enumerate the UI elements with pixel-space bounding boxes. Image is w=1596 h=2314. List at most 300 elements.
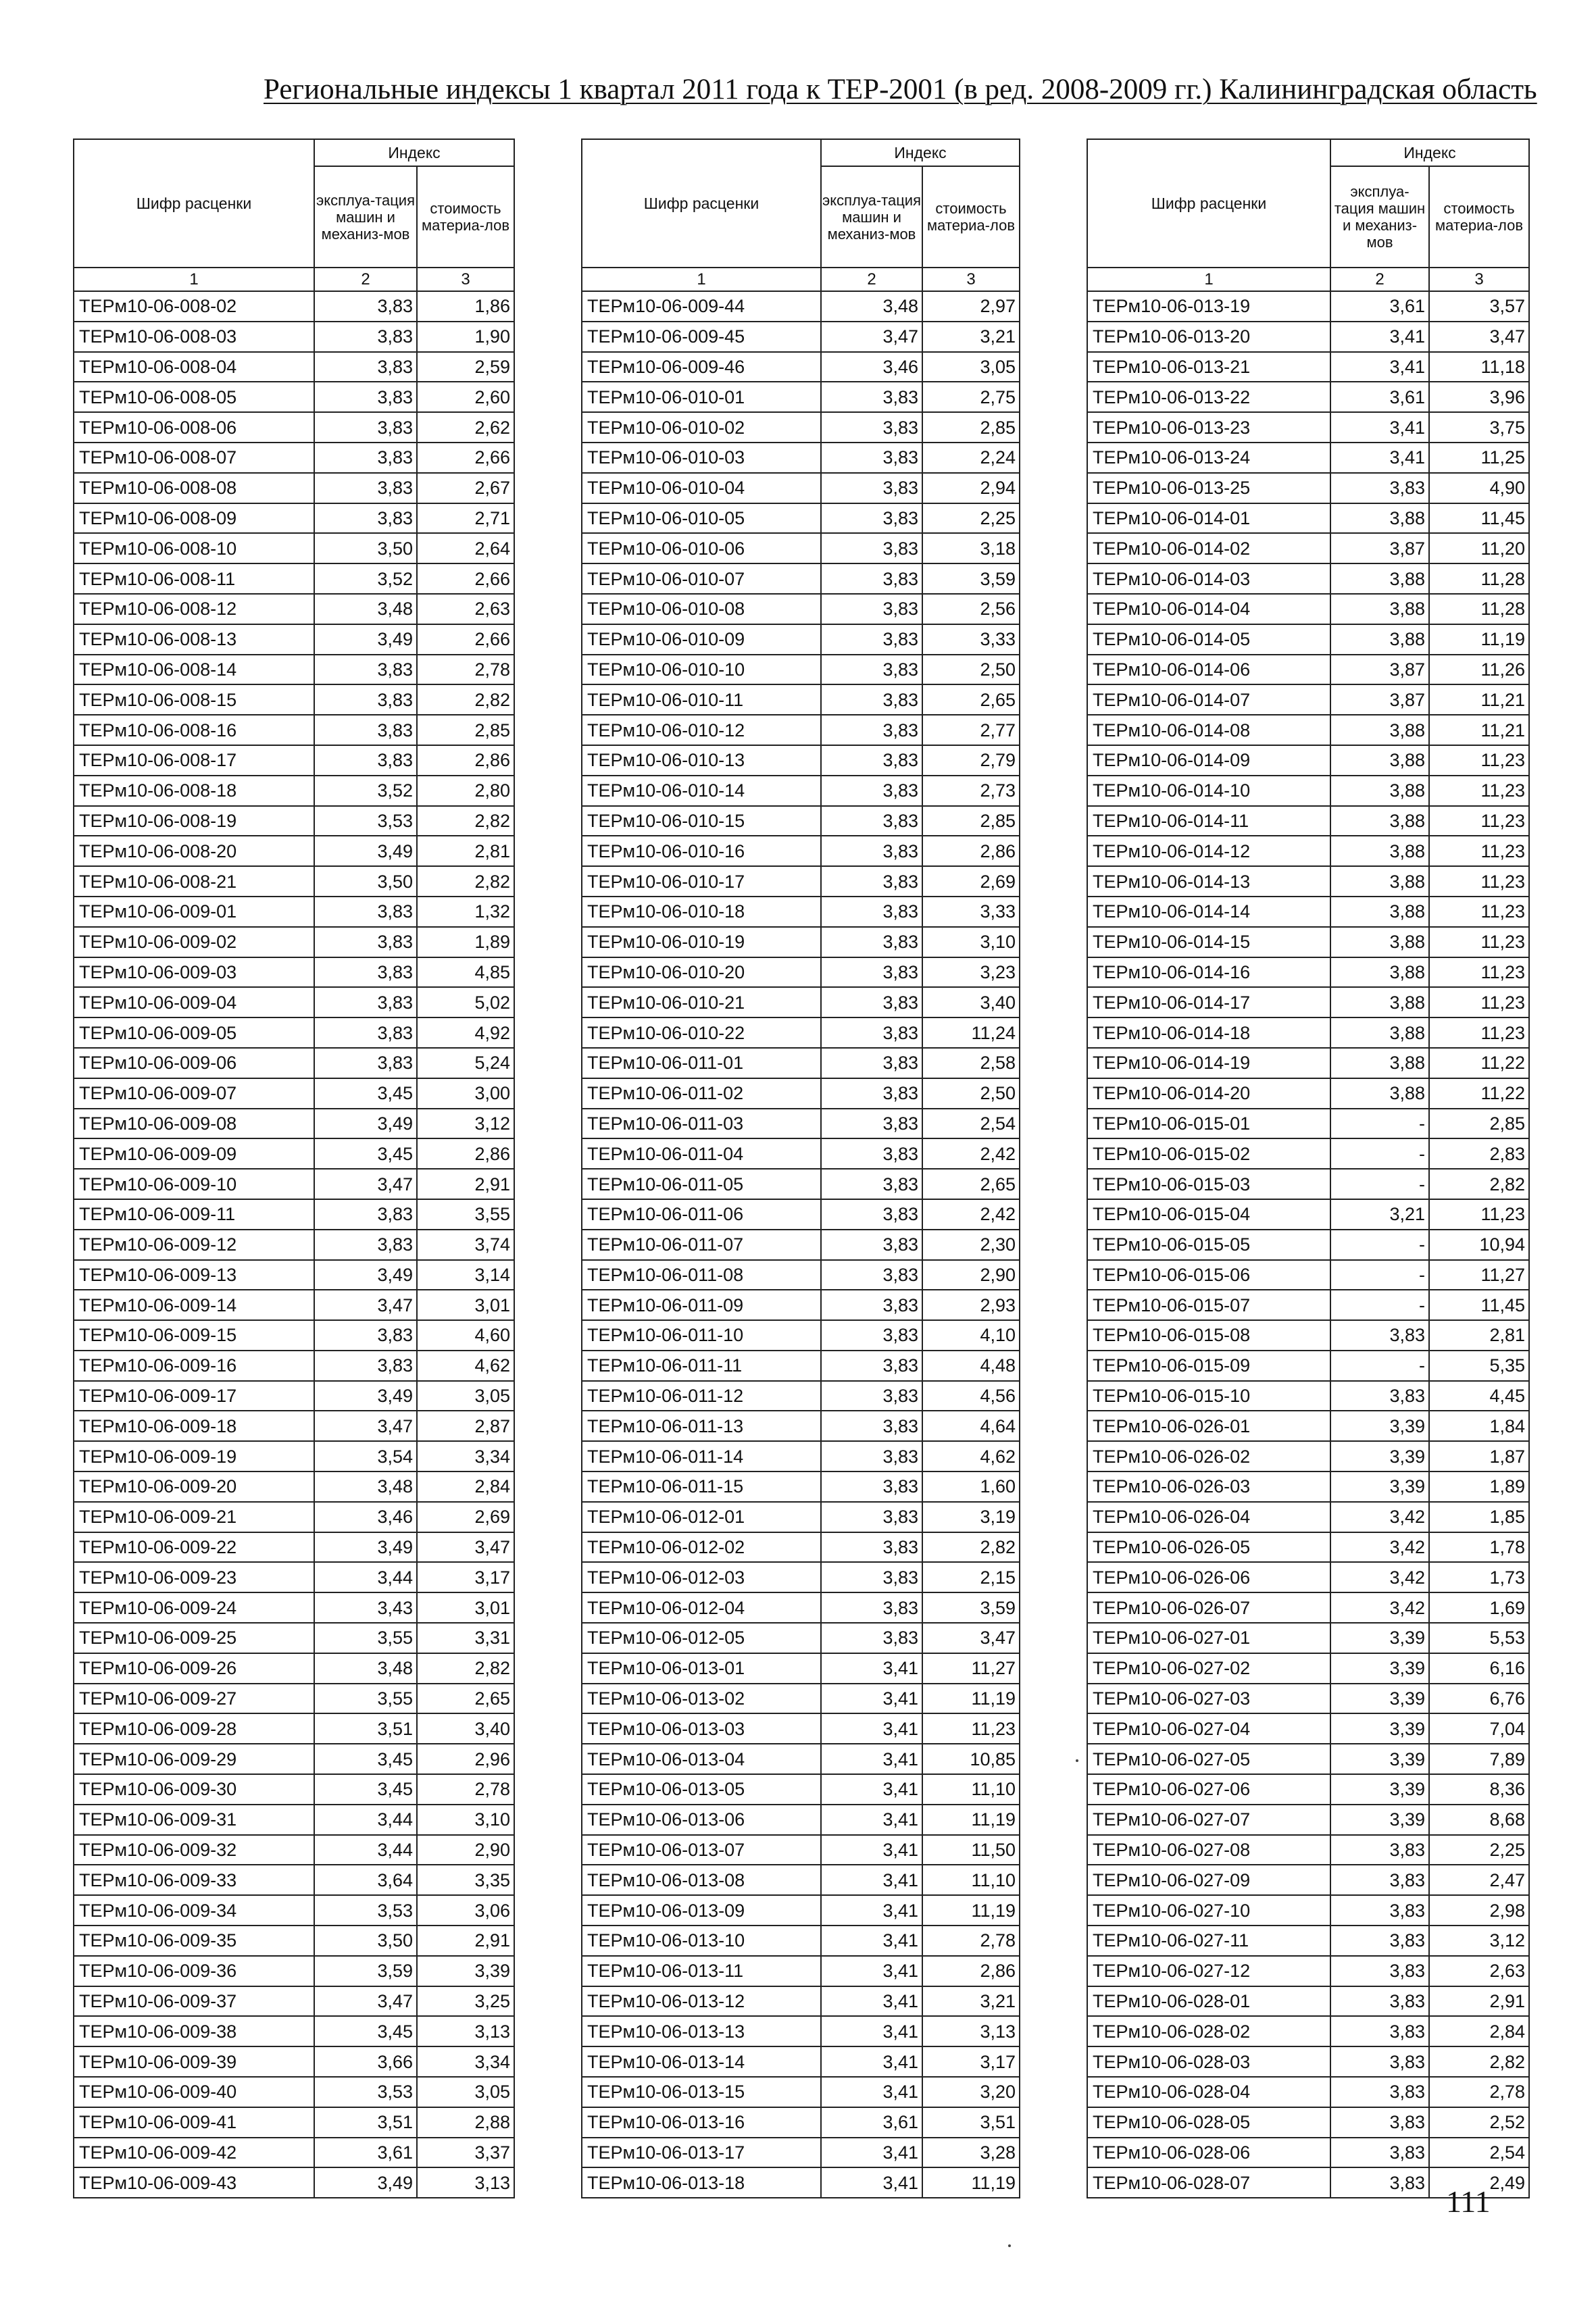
materials-index-cell: 3,57 <box>1429 291 1529 322</box>
machines-index-cell: 3,49 <box>314 1381 417 1411</box>
rate-code-cell: ТЕРм10-06-014-10 <box>1087 776 1330 806</box>
table-row <box>74 382 514 412</box>
rate-code-cell: ТЕРм10-06-008-05 <box>74 382 314 412</box>
table-row <box>1087 776 1529 806</box>
table-row <box>582 412 1020 443</box>
rate-code-cell: ТЕРм10-06-013-08 <box>582 1865 821 1895</box>
machines-index-cell: 3,41 <box>1330 352 1429 382</box>
machines-index-cell: 3,88 <box>1330 866 1429 897</box>
machines-index-cell: 3,54 <box>314 1441 417 1472</box>
table-row <box>74 1230 514 1260</box>
rate-code-cell: ТЕРм10-06-028-04 <box>1087 2077 1330 2107</box>
table-row <box>74 473 514 503</box>
rate-code-cell: ТЕРм10-06-008-08 <box>74 473 314 503</box>
rate-code-cell: ТЕРм10-06-011-12 <box>582 1381 821 1411</box>
table-row <box>1087 352 1529 382</box>
materials-header: стоимость материа-лов <box>417 166 514 268</box>
machines-index-cell: 3,53 <box>314 2077 417 2107</box>
table-row <box>1087 503 1529 534</box>
rate-code-cell: ТЕРм10-06-011-11 <box>582 1351 821 1381</box>
materials-index-cell: 2,73 <box>922 776 1020 806</box>
table-row <box>582 776 1020 806</box>
machines-index-cell: 3,41 <box>1330 412 1429 443</box>
materials-index-cell: 2,91 <box>417 1169 514 1199</box>
table-row <box>1087 533 1529 563</box>
materials-index-cell: 4,92 <box>417 1017 514 1048</box>
machines-index-cell: 3,47 <box>314 1986 417 2017</box>
machines-index-cell: 3,83 <box>314 352 417 382</box>
materials-index-cell: 2,66 <box>417 443 514 473</box>
machines-index-cell: 3,61 <box>1330 291 1429 322</box>
materials-index-cell: 3,01 <box>417 1592 514 1623</box>
machines-index-cell: 3,41 <box>821 1926 922 1956</box>
rate-code-cell: ТЕРм10-06-009-05 <box>74 1017 314 1048</box>
machines-index-cell: 3,83 <box>821 1532 922 1563</box>
machines-index-cell: 3,83 <box>821 655 922 685</box>
table-row <box>582 866 1020 897</box>
rate-code-cell: ТЕРм10-06-010-19 <box>582 927 821 957</box>
machines-index-cell: 3,21 <box>1330 1199 1429 1230</box>
machines-index-cell: 3,83 <box>314 412 417 443</box>
table-row <box>74 745 514 776</box>
machines-index-cell: 3,83 <box>821 1078 922 1109</box>
table-row <box>1087 382 1529 412</box>
machines-index-cell: 3,83 <box>314 1017 417 1048</box>
table-row <box>582 957 1020 988</box>
materials-index-cell: 2,82 <box>417 866 514 897</box>
rate-code-cell: ТЕРм10-06-008-15 <box>74 684 314 715</box>
machines-index-cell: 3,88 <box>1330 594 1429 624</box>
materials-index-cell: 3,96 <box>1429 382 1529 412</box>
rate-code-cell: ТЕРм10-06-012-02 <box>582 1532 821 1563</box>
machines-index-cell: 3,83 <box>314 1199 417 1230</box>
rate-code-cell: ТЕРм10-06-009-08 <box>74 1109 314 1139</box>
materials-index-cell: 3,13 <box>417 2167 514 2198</box>
materials-index-cell: 10,94 <box>1429 1230 1529 1260</box>
machines-index-cell: 3,41 <box>821 1865 922 1895</box>
machines-index-cell: 3,61 <box>1330 382 1429 412</box>
table-row <box>1087 1592 1529 1623</box>
machines-index-cell: 3,88 <box>1330 745 1429 776</box>
materials-index-cell: 11,28 <box>1429 563 1529 594</box>
rate-code-cell: ТЕРм10-06-027-08 <box>1087 1835 1330 1865</box>
table-row <box>74 1199 514 1230</box>
rate-code-cell: ТЕРм10-06-009-10 <box>74 1169 314 1199</box>
materials-index-cell: 11,23 <box>1429 806 1529 836</box>
machines-index-cell: 3,41 <box>821 2077 922 2107</box>
table-row <box>74 1653 514 1684</box>
machines-index-cell: 3,83 <box>821 1199 922 1230</box>
rate-code-cell: ТЕРм10-06-008-19 <box>74 806 314 836</box>
machines-index-cell: 3,83 <box>821 1411 922 1441</box>
table-row <box>582 684 1020 715</box>
rate-code-cell: ТЕРм10-06-008-04 <box>74 352 314 382</box>
table-row <box>74 1320 514 1351</box>
table-row <box>582 1623 1020 1653</box>
table-row <box>74 957 514 988</box>
machines-index-cell: 3,83 <box>314 745 417 776</box>
table-row <box>74 1956 514 1986</box>
table-row <box>1087 322 1529 352</box>
rate-code-cell: ТЕРм10-06-009-03 <box>74 957 314 988</box>
table-row <box>1087 1926 1529 1956</box>
materials-index-cell: 11,23 <box>1429 987 1529 1017</box>
rates-table-1 <box>73 139 515 2198</box>
materials-index-cell: 7,04 <box>1429 1713 1529 1744</box>
machines-index-cell: 3,83 <box>821 412 922 443</box>
machines-index-cell: 3,49 <box>314 1532 417 1563</box>
machines-index-cell: 3,83 <box>821 1441 922 1472</box>
table-row <box>74 1774 514 1805</box>
rate-code-cell: ТЕРм10-06-010-20 <box>582 957 821 988</box>
materials-index-cell: 2,80 <box>417 776 514 806</box>
rate-code-cell: ТЕРм10-06-014-07 <box>1087 684 1330 715</box>
rate-code-cell: ТЕРм10-06-009-23 <box>74 1562 314 1592</box>
table-row <box>1087 1320 1529 1351</box>
rate-code-cell: ТЕРм10-06-014-13 <box>1087 866 1330 897</box>
machines-index-cell: 3,83 <box>314 503 417 534</box>
table-row <box>1087 1411 1529 1441</box>
table-row <box>74 322 514 352</box>
table-row <box>1087 624 1529 655</box>
rate-code-cell: ТЕРм10-06-015-05 <box>1087 1230 1330 1260</box>
table-row <box>582 836 1020 866</box>
table-row <box>582 1381 1020 1411</box>
machines-index-cell: 3,87 <box>1330 533 1429 563</box>
rate-code-cell: ТЕРм10-06-015-06 <box>1087 1260 1330 1290</box>
machines-index-cell: 3,52 <box>314 563 417 594</box>
machines-index-cell: 3,41 <box>821 1956 922 1986</box>
machines-index-cell: 3,83 <box>314 443 417 473</box>
rate-code-cell: ТЕРм10-06-010-21 <box>582 987 821 1017</box>
column-number: 3 <box>922 268 1020 291</box>
rate-code-cell: ТЕРм10-06-009-33 <box>74 1865 314 1895</box>
table-row <box>1087 1713 1529 1744</box>
materials-index-cell: 3,47 <box>922 1623 1020 1653</box>
rate-code-cell: ТЕРм10-06-010-07 <box>582 563 821 594</box>
machines-index-cell: 3,43 <box>314 1592 417 1623</box>
materials-index-cell: 1,89 <box>1429 1472 1529 1502</box>
machines-header: эксплуа-тация машин и механиз-мов <box>1330 166 1429 268</box>
rate-code-cell: ТЕРм10-06-010-06 <box>582 533 821 563</box>
rate-code-cell: ТЕРм10-06-009-43 <box>74 2167 314 2198</box>
table-row <box>1087 1381 1529 1411</box>
machines-index-cell: 3,83 <box>821 1138 922 1169</box>
rate-code-cell: ТЕРм10-06-011-04 <box>582 1138 821 1169</box>
table-row <box>74 503 514 534</box>
machines-index-cell: 3,83 <box>1330 2138 1429 2168</box>
table-row <box>582 1441 1020 1472</box>
rate-code-cell: ТЕРм10-06-011-02 <box>582 1078 821 1109</box>
table-row <box>74 1441 514 1472</box>
rate-code-cell: ТЕРм10-06-011-01 <box>582 1048 821 1078</box>
rate-code-cell: ТЕРм10-06-009-21 <box>74 1502 314 1532</box>
table-row <box>582 1986 1020 2017</box>
materials-index-cell: 3,14 <box>417 1260 514 1290</box>
table-row <box>74 1169 514 1199</box>
rate-code-cell: ТЕРм10-06-013-02 <box>582 1684 821 1714</box>
machines-index-cell: 3,41 <box>821 1835 922 1865</box>
machines-index-cell: 3,83 <box>314 1351 417 1381</box>
materials-index-cell: 4,62 <box>417 1351 514 1381</box>
rate-code-cell: ТЕРм10-06-014-03 <box>1087 563 1330 594</box>
materials-index-cell: 3,25 <box>417 1986 514 2017</box>
table-row <box>74 806 514 836</box>
machines-index-cell: 3,49 <box>314 1260 417 1290</box>
table-row <box>1087 957 1529 988</box>
machines-index-cell: 3,83 <box>821 443 922 473</box>
rate-code-cell: ТЕРм10-06-014-04 <box>1087 594 1330 624</box>
machines-index-cell: 3,41 <box>821 1805 922 1835</box>
materials-index-cell: 3,40 <box>417 1713 514 1744</box>
machines-index-cell: 3,39 <box>1330 1441 1429 1472</box>
rate-code-cell: ТЕРм10-06-013-17 <box>582 2138 821 2168</box>
table-row <box>1087 412 1529 443</box>
rate-code-cell: ТЕРм10-06-028-05 <box>1087 2107 1330 2138</box>
machines-index-cell: 3,45 <box>314 2016 417 2046</box>
machines-index-cell: 3,83 <box>821 473 922 503</box>
table-row <box>1087 715 1529 745</box>
rate-code-cell: ТЕРм10-06-012-01 <box>582 1502 821 1532</box>
machines-index-cell: 3,83 <box>821 1017 922 1048</box>
machines-index-cell: 3,42 <box>1330 1502 1429 1532</box>
rate-code-cell: ТЕРм10-06-027-11 <box>1087 1926 1330 1956</box>
rate-code-cell: ТЕРм10-06-014-02 <box>1087 533 1330 563</box>
rate-code-cell: ТЕРм10-06-015-10 <box>1087 1381 1330 1411</box>
rate-code-cell: ТЕРм10-06-027-02 <box>1087 1653 1330 1684</box>
machines-index-cell: 3,48 <box>821 291 922 322</box>
table-row <box>1087 1441 1529 1472</box>
rate-code-cell: ТЕРм10-06-015-04 <box>1087 1199 1330 1230</box>
machines-index-cell: 3,83 <box>821 1320 922 1351</box>
machines-index-cell: 3,83 <box>314 715 417 745</box>
materials-index-cell: 2,65 <box>417 1684 514 1714</box>
materials-index-cell: 2,79 <box>922 745 1020 776</box>
rate-code-cell: ТЕРм10-06-009-41 <box>74 2107 314 2138</box>
table-row <box>582 1562 1020 1592</box>
rate-code-cell: ТЕРм10-06-008-17 <box>74 745 314 776</box>
table-row <box>74 2167 514 2198</box>
materials-header: стоимость материа-лов <box>922 166 1020 268</box>
rate-code-cell: ТЕРм10-06-026-05 <box>1087 1532 1330 1563</box>
materials-index-cell: 11,22 <box>1429 1078 1529 1109</box>
materials-index-cell: 2,82 <box>1429 1169 1529 1199</box>
materials-index-cell: 11,23 <box>1429 866 1529 897</box>
table-row <box>1087 1351 1529 1381</box>
table-row <box>582 1653 1020 1684</box>
rate-code-cell: ТЕРм10-06-010-08 <box>582 594 821 624</box>
rate-code-cell: ТЕРм10-06-011-05 <box>582 1169 821 1199</box>
machines-index-cell: 3,83 <box>1330 2077 1429 2107</box>
machines-index-cell: 3,41 <box>821 1986 922 2017</box>
materials-index-cell: 3,05 <box>417 1381 514 1411</box>
table-row <box>1087 745 1529 776</box>
rate-code-cell: ТЕРм10-06-009-44 <box>582 291 821 322</box>
rate-code-cell: ТЕРм10-06-013-07 <box>582 1835 821 1865</box>
table-row <box>74 1260 514 1290</box>
machines-index-cell: 3,83 <box>821 836 922 866</box>
machines-index-cell: 3,83 <box>1330 1865 1429 1895</box>
materials-index-cell: 2,78 <box>417 655 514 685</box>
machines-index-cell: 3,45 <box>314 1078 417 1109</box>
rate-code-cell: ТЕРм10-06-026-04 <box>1087 1502 1330 1532</box>
rate-code-cell: ТЕРм10-06-009-29 <box>74 1744 314 1774</box>
materials-index-cell: 3,17 <box>922 2046 1020 2077</box>
table-row <box>582 1138 1020 1169</box>
machines-index-cell: 3,83 <box>821 1230 922 1260</box>
materials-index-cell: 11,45 <box>1429 1290 1529 1320</box>
materials-index-cell: 11,18 <box>1429 352 1529 382</box>
table-row <box>582 2107 1020 2138</box>
materials-index-cell: 2,50 <box>922 655 1020 685</box>
rate-code-cell: ТЕРм10-06-010-22 <box>582 1017 821 1048</box>
machines-index-cell: 3,53 <box>314 806 417 836</box>
machines-index-cell: 3,41 <box>821 1713 922 1744</box>
materials-index-cell: 11,19 <box>922 1895 1020 1926</box>
rate-code-cell: ТЕРм10-06-013-14 <box>582 2046 821 2077</box>
table-row <box>74 2138 514 2168</box>
table-row <box>1087 1532 1529 1563</box>
materials-index-cell: 2,84 <box>417 1472 514 1502</box>
table-row <box>74 1351 514 1381</box>
table-row <box>1087 1260 1529 1290</box>
table-row <box>74 1048 514 1078</box>
table-row <box>1087 563 1529 594</box>
rate-code-cell: ТЕРм10-06-012-03 <box>582 1562 821 1592</box>
machines-index-cell: 3,41 <box>821 2138 922 2168</box>
materials-index-cell: 3,47 <box>1429 322 1529 352</box>
materials-header: стоимость материа-лов <box>1429 166 1529 268</box>
table-row <box>74 1865 514 1895</box>
materials-index-cell: 11,23 <box>1429 745 1529 776</box>
materials-index-cell: 3,06 <box>417 1895 514 1926</box>
table-row <box>582 1835 1020 1865</box>
rate-code-cell: ТЕРм10-06-009-11 <box>74 1199 314 1230</box>
rate-code-cell: ТЕРм10-06-014-01 <box>1087 503 1330 534</box>
table-row <box>582 715 1020 745</box>
materials-index-cell: 2,94 <box>922 473 1020 503</box>
rate-code-cell: ТЕРм10-06-009-24 <box>74 1592 314 1623</box>
rate-code-cell: ТЕРм10-06-013-03 <box>582 1713 821 1744</box>
materials-index-cell: 2,67 <box>417 473 514 503</box>
rate-code-cell: ТЕРм10-06-011-03 <box>582 1109 821 1139</box>
machines-index-cell: 3,44 <box>314 1562 417 1592</box>
machines-index-cell: 3,83 <box>821 806 922 836</box>
table-row <box>1087 987 1529 1017</box>
machines-index-cell: 3,83 <box>1330 473 1429 503</box>
rates-table-2 <box>581 139 1020 2198</box>
materials-index-cell: 11,26 <box>1429 655 1529 685</box>
rate-code-cell: ТЕРм10-06-009-32 <box>74 1835 314 1865</box>
table-row <box>74 1290 514 1320</box>
table-row <box>582 1230 1020 1260</box>
rate-code-cell: ТЕРм10-06-010-10 <box>582 655 821 685</box>
rate-code-cell: ТЕРм10-06-027-01 <box>1087 1623 1330 1653</box>
rate-code-cell: ТЕРм10-06-010-16 <box>582 836 821 866</box>
rate-code-cell: ТЕРм10-06-009-40 <box>74 2077 314 2107</box>
rate-code-cell: ТЕРм10-06-008-09 <box>74 503 314 534</box>
machines-index-cell: 3,83 <box>821 1472 922 1502</box>
materials-index-cell: 1,84 <box>1429 1411 1529 1441</box>
machines-index-cell: 3,48 <box>314 1472 417 1502</box>
table-row <box>74 624 514 655</box>
machines-index-cell: 3,83 <box>821 503 922 534</box>
table-row <box>582 2167 1020 2198</box>
table-row <box>1087 1078 1529 1109</box>
rate-code-cell: ТЕРм10-06-009-38 <box>74 2016 314 2046</box>
materials-index-cell: 2,82 <box>1429 2046 1529 2077</box>
machines-index-cell: 3,83 <box>1330 1926 1429 1956</box>
materials-index-cell: 2,91 <box>1429 1986 1529 2017</box>
table-row <box>1087 836 1529 866</box>
materials-index-cell: 3,21 <box>922 1986 1020 2017</box>
materials-index-cell: 2,56 <box>922 594 1020 624</box>
machines-index-cell: 3,83 <box>821 1169 922 1199</box>
machines-index-cell: 3,83 <box>821 533 922 563</box>
machines-index-cell: - <box>1330 1169 1429 1199</box>
materials-index-cell: 2,15 <box>922 1562 1020 1592</box>
machines-index-cell: 3,83 <box>821 1623 922 1653</box>
materials-index-cell: 2,30 <box>922 1230 1020 1260</box>
machines-index-cell: - <box>1330 1260 1429 1290</box>
materials-index-cell: 2,69 <box>417 1502 514 1532</box>
machines-index-cell: 3,87 <box>1330 655 1429 685</box>
machines-index-cell: 3,45 <box>314 1744 417 1774</box>
table-row <box>1087 1502 1529 1532</box>
materials-index-cell: 1,78 <box>1429 1532 1529 1563</box>
machines-index-cell: 3,41 <box>821 1684 922 1714</box>
rate-code-cell: ТЕРм10-06-010-18 <box>582 897 821 927</box>
machines-index-cell: 3,83 <box>821 382 922 412</box>
materials-index-cell: 4,60 <box>417 1320 514 1351</box>
table-row <box>582 382 1020 412</box>
table-row <box>1087 1684 1529 1714</box>
rate-code-cell: ТЕРм10-06-011-08 <box>582 1260 821 1290</box>
table-row <box>1087 1895 1529 1926</box>
machines-index-cell: 3,46 <box>821 352 922 382</box>
machines-index-cell: 3,88 <box>1330 1048 1429 1078</box>
materials-index-cell: 11,21 <box>1429 715 1529 745</box>
machines-index-cell: 3,49 <box>314 836 417 866</box>
materials-index-cell: 2,65 <box>922 684 1020 715</box>
rate-code-cell: ТЕРм10-06-009-16 <box>74 1351 314 1381</box>
rate-code-cell: ТЕРм10-06-014-19 <box>1087 1048 1330 1078</box>
rate-code-cell: ТЕРм10-06-026-02 <box>1087 1441 1330 1472</box>
machines-index-cell: 3,83 <box>314 1320 417 1351</box>
machines-index-cell: 3,88 <box>1330 1078 1429 1109</box>
column-number: 2 <box>821 268 922 291</box>
table-row <box>1087 1865 1529 1895</box>
materials-index-cell: 3,05 <box>922 352 1020 382</box>
rate-code-cell: ТЕРм10-06-013-21 <box>1087 352 1330 382</box>
table-row <box>74 1532 514 1563</box>
table-row <box>582 1926 1020 1956</box>
rate-code-cell: ТЕРм10-06-009-36 <box>74 1956 314 1986</box>
machines-index-cell: 3,44 <box>314 1835 417 1865</box>
materials-index-cell: 3,00 <box>417 1078 514 1109</box>
table-row <box>582 745 1020 776</box>
rate-code-cell: ТЕРм10-06-013-16 <box>582 2107 821 2138</box>
rate-code-cell: ТЕРм10-06-027-05 <box>1087 1744 1330 1774</box>
materials-index-cell: 2,24 <box>922 443 1020 473</box>
rate-code-cell: ТЕРм10-06-013-15 <box>582 2077 821 2107</box>
rate-code-cell: ТЕРм10-06-009-46 <box>582 352 821 382</box>
rate-code-cell: ТЕРм10-06-008-02 <box>74 291 314 322</box>
table-row <box>74 1835 514 1865</box>
materials-index-cell: 3,59 <box>922 1592 1020 1623</box>
machines-index-cell: 3,47 <box>314 1169 417 1199</box>
materials-index-cell: 3,13 <box>922 2016 1020 2046</box>
